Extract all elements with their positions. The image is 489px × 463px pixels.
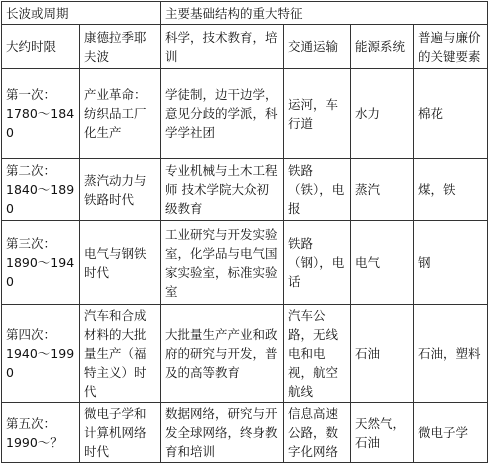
cell-wave: 蒸汽动力与铁路时代 [80, 159, 161, 221]
cell-science: 学徒制，边干边学，意见分歧的学派，科学学社团 [161, 69, 284, 159]
cell-period: 第五次： 1990～？ [2, 403, 80, 463]
cell-transport: 运河，车行道 [284, 69, 351, 159]
cell-key-factor: 棉花 [414, 69, 488, 159]
cell-transport: 信息高速公路，数字化网络 [284, 403, 351, 463]
cell-key-factor: 微电子学 [414, 403, 488, 463]
cell-wave: 微电子学和计算机网络时代 [80, 403, 161, 463]
cell-energy: 电气 [351, 221, 414, 305]
table-row [2, 221, 488, 305]
cell-key-factor: 石油，塑料 [414, 305, 488, 403]
cell-energy: 蒸汽 [351, 159, 414, 221]
column-header-period: 大约时限 [2, 25, 80, 69]
cell-wave: 汽车和合成材料的大批量生产（福特主义）时代 [80, 305, 161, 403]
cell-transport: 铁路（铁），电报 [284, 159, 351, 221]
features-group-header: 主要基础结构的重大特征 [161, 2, 488, 25]
table-row [2, 159, 488, 221]
cell-energy: 石油 [351, 305, 414, 403]
cell-period: 第三次： 1890～1940 [2, 221, 80, 305]
table-column-header-row [2, 25, 488, 69]
cell-science: 数据网络，研究与开发全球网络，终身教育和培训 [161, 403, 284, 463]
long-wave-table [1, 1, 488, 463]
cell-science: 大批量生产产业和政府的研究与开发，普及的高等教育 [161, 305, 284, 403]
cell-key-factor: 钢 [414, 221, 488, 305]
cell-transport: 汽车公路，无线电和电视，航空航线 [284, 305, 351, 403]
table-row [2, 403, 488, 463]
column-header-transport: 交通运输 [284, 25, 351, 69]
table-row [2, 69, 488, 159]
cell-wave: 电气与钢铁时代 [80, 221, 161, 305]
cell-period: 第四次： 1940～1990 [2, 305, 80, 403]
column-header-science: 科学，技术教育，培训 [161, 25, 284, 69]
column-header-energy: 能源系统 [351, 25, 414, 69]
cell-transport: 铁路（钢），电话 [284, 221, 351, 305]
cell-wave: 产业革命：纺织品工厂化生产 [80, 69, 161, 159]
table-row [2, 305, 488, 403]
period-group-header: 长波或周期 [2, 2, 161, 25]
cell-energy: 水力 [351, 69, 414, 159]
column-header-wave: 康德拉季耶夫波 [80, 25, 161, 69]
cell-period: 第一次： 1780～1840 [2, 69, 80, 159]
cell-key-factor: 煤，铁 [414, 159, 488, 221]
cell-period: 第二次： 1840～1890 [2, 159, 80, 221]
cell-energy: 天然气，石油 [351, 403, 414, 463]
cell-science: 专业机械与土木工程师 技术学院大众初级教育 [161, 159, 284, 221]
table-group-header-row [2, 2, 488, 25]
cell-science: 工业研究与开发实验室，化学品与电气国家实验室，标准实验室 [161, 221, 284, 305]
column-header-key-factor: 普遍与廉价的关键要素 [414, 25, 488, 69]
